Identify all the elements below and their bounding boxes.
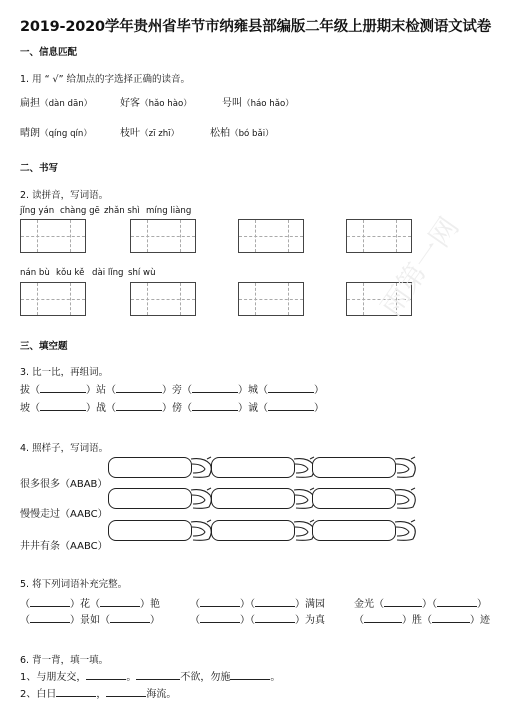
writing-grid[interactable] (130, 219, 196, 253)
writing-grid[interactable] (130, 282, 196, 316)
answer-pill[interactable] (209, 487, 319, 510)
answer-pill[interactable] (310, 456, 420, 479)
q1-item: 枝叶（zī zhī） (120, 128, 180, 139)
q2-pinyin: jǐng yán (20, 206, 55, 216)
q1-item: 扁担（dàn dān） (20, 98, 93, 109)
q5-group: （ ）花（ ）艳 (20, 599, 160, 610)
q2-pinyin: míng liàng (146, 206, 192, 216)
section-1-heading: 一、信息匹配 (20, 47, 78, 58)
q1-item: 号叫（háo hǎo） (222, 98, 294, 109)
q1-item: 好客（hǎo hào） (120, 98, 192, 109)
q4-prompt: 4. 照样子，写词语。 (20, 443, 109, 454)
q5-group: （ ）（ ）满园 (190, 599, 325, 610)
writing-grid[interactable] (238, 219, 304, 253)
q2-pinyin: zhǎn shì (104, 206, 140, 216)
q1-item: 松柏（bó bǎi） (210, 128, 274, 139)
writing-grid[interactable] (20, 219, 86, 253)
page-title: 2019-2020学年贵州省毕节市纳雍县部编版二年级上册期末检测语文试卷 (20, 19, 492, 35)
answer-pill[interactable] (209, 519, 319, 542)
answer-pill[interactable] (310, 519, 420, 542)
q5-prompt: 5. 将下列词语补充完整。 (20, 579, 128, 590)
answer-pill[interactable] (310, 487, 420, 510)
writing-grid[interactable] (20, 282, 86, 316)
q1-item: 晴朗（qíng qín） (20, 128, 92, 139)
q4-label: 井井有条（AABC） (20, 541, 108, 552)
q6-line: 2、白日 ， 海流。 (20, 689, 177, 700)
q4-label: 很多很多（ABAB） (20, 479, 108, 490)
q1-prompt: 1. 用 “ √” 给加点的字选择正确的读音。 (20, 74, 191, 85)
answer-pill[interactable] (106, 456, 216, 479)
q3-row: 拔（ ）站（ ）旁（ ）城（ ） (20, 385, 324, 396)
writing-grid[interactable] (238, 282, 304, 316)
section-2-heading: 二、书写 (20, 163, 59, 174)
watermark: 雨第一网 (374, 211, 466, 322)
q2-pinyin: nán bù (20, 268, 50, 278)
answer-pill[interactable] (106, 519, 216, 542)
q2-pinyin: chàng gē (60, 206, 100, 216)
q5-group: （ ）（ ）为真 (190, 615, 325, 626)
q5-group: （ ）胜（ ）迹 (354, 615, 490, 626)
q3-prompt: 3. 比一比，再组词。 (20, 367, 109, 378)
q4-label: 慢慢走过（AABC） (20, 509, 108, 520)
q2-prompt: 2. 读拼音，写词语。 (20, 190, 109, 201)
section-3-heading: 三、填空题 (20, 341, 68, 352)
writing-grid[interactable] (346, 219, 412, 253)
q2-pinyin: shí wù (128, 268, 156, 278)
q2-pinyin: dài lǐng (92, 268, 124, 278)
answer-pill[interactable] (106, 487, 216, 510)
q6-line: 1、与朋友交， 。 不欲，勿施 。 (20, 672, 281, 683)
q5-group: 金光（ ）（ ） (354, 599, 487, 610)
q6-prompt: 6. 背一背，填一填。 (20, 655, 109, 666)
q3-row: 坡（ ）战（ ）傍（ ）诚（ ） (20, 403, 324, 414)
q5-group: （ ）景如（ ） (20, 615, 160, 626)
answer-pill[interactable] (209, 456, 319, 479)
q2-pinyin: kǒu kě (56, 268, 85, 278)
